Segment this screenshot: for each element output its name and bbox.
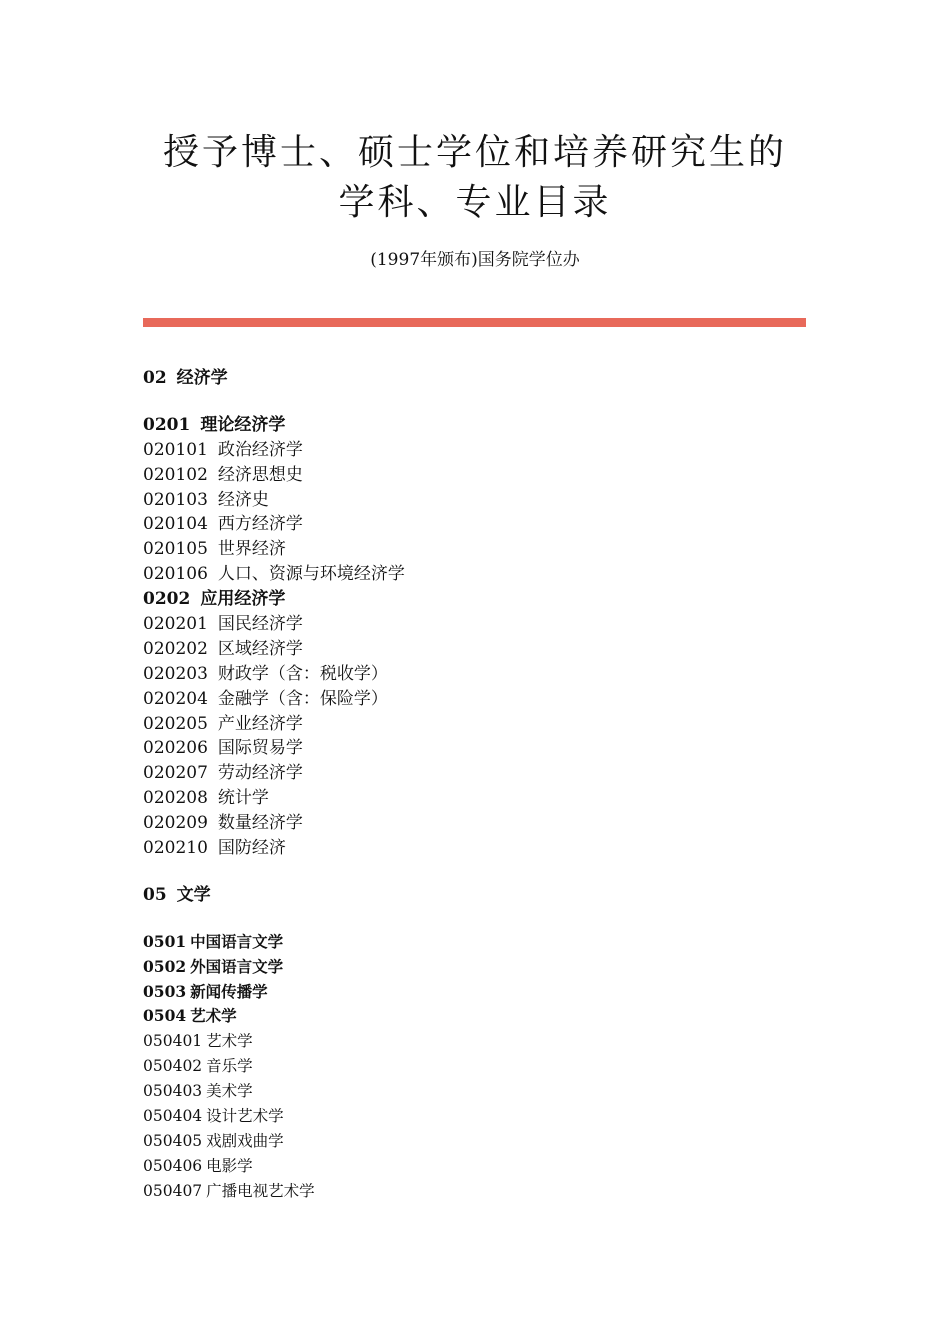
item-name: 政治经济学 [217,439,303,460]
item-name: 经济思想史 [217,464,303,485]
item-code: 050405 [143,1131,203,1150]
item-name: 美术学 [206,1082,253,1101]
document-title [0,128,950,228]
item-name: 数量经济学 [217,813,303,834]
group-heading [143,413,843,438]
item-name: 设计艺术学 [206,1107,284,1126]
item-code: 020101 [143,439,208,460]
item-code: 020106 [143,564,208,585]
item-code: 050404 [143,1107,203,1126]
group-name: 理论经济学 [200,414,286,435]
item-code: 020208 [143,788,208,809]
list-item [143,1104,843,1129]
section-code: 02 [143,368,167,388]
group-heading [143,930,843,955]
group-code: 0503 [143,981,187,1001]
accent-divider [143,318,806,327]
section-code: 05 [143,884,167,905]
item-code: 020105 [143,539,208,560]
group-name: 新闻传播学 [190,981,268,1001]
group-heading [143,980,843,1005]
item-name: 劳动经济学 [217,763,303,784]
group-heading [143,955,843,980]
item-name: 人口、资源与环境经济学 [217,564,405,585]
item-name: 财政学（含：税收学） [217,663,388,684]
item-code: 020203 [143,663,208,684]
group-code: 0501 [143,931,187,951]
item-code: 020103 [143,489,208,510]
list-item [143,1054,843,1079]
list-item [143,1129,843,1154]
list-item [143,1154,843,1179]
group-name: 中国语言文学 [190,931,284,951]
item-name: 产业经济学 [217,713,303,734]
item-name: 统计学 [217,788,269,809]
item-code: 020209 [143,813,208,834]
list-item [143,1179,843,1204]
list-item [143,1029,843,1054]
list-item [143,512,843,537]
title-line-1: 授予博士、硕士学位和培养研究生的 [162,132,787,173]
group-name: 外国语言文学 [190,956,284,976]
list-item [143,662,843,687]
group-code: 0202 [143,589,191,610]
item-code: 020206 [143,738,208,759]
spacer [143,908,843,930]
item-name: 国防经济 [217,838,286,859]
item-name: 区域经济学 [217,638,303,659]
list-item [143,463,843,488]
item-code: 050406 [143,1156,203,1175]
section-name: 经济学 [176,368,228,388]
catalog-content [143,366,843,1204]
item-code: 050407 [143,1181,203,1200]
document-subtitle: (1997年颁布)国务院学位办 [370,250,580,270]
group-name: 艺术学 [190,1006,237,1026]
spacer [143,861,843,883]
item-code: 020104 [143,514,208,535]
list-item [143,712,843,737]
item-name: 经济史 [217,489,269,510]
list-item [143,736,843,761]
item-code: 020210 [143,838,208,859]
group-code: 0502 [143,956,187,976]
list-item [143,687,843,712]
item-name: 电影学 [206,1156,253,1175]
item-name: 西方经济学 [217,514,303,535]
item-code: 050401 [143,1032,203,1051]
list-item [143,438,843,463]
item-code: 050402 [143,1057,203,1076]
section-name: 文学 [176,884,211,905]
item-code: 020204 [143,688,208,709]
list-item [143,612,843,637]
item-name: 世界经济 [217,539,286,560]
item-name: 国际贸易学 [217,738,303,759]
item-name: 音乐学 [206,1057,253,1076]
list-item [143,836,843,861]
item-code: 020102 [143,464,208,485]
group-heading [143,1004,843,1029]
list-item [143,786,843,811]
list-item [143,1079,843,1104]
spacer [143,391,843,413]
item-name: 金融学（含：保险学） [217,688,388,709]
list-item [143,811,843,836]
item-code: 050403 [143,1082,203,1101]
group-code: 0504 [143,1006,187,1026]
item-name: 艺术学 [206,1032,253,1051]
group-heading [143,587,843,612]
item-code: 020202 [143,638,208,659]
group-name: 应用经济学 [200,589,286,610]
item-code: 020207 [143,763,208,784]
item-name: 广播电视艺术学 [206,1181,315,1200]
list-item [143,637,843,662]
list-item [143,488,843,513]
item-name: 戏剧戏曲学 [206,1131,284,1150]
item-code: 020205 [143,713,208,734]
group-code: 0201 [143,414,191,435]
section-heading-literature [143,883,843,908]
section-heading-economics [143,366,843,391]
item-code: 020201 [143,614,208,635]
list-item [143,761,843,786]
list-item [143,562,843,587]
item-name: 国民经济学 [217,614,303,635]
list-item [143,537,843,562]
title-line-2: 学科、专业目录 [338,182,612,223]
